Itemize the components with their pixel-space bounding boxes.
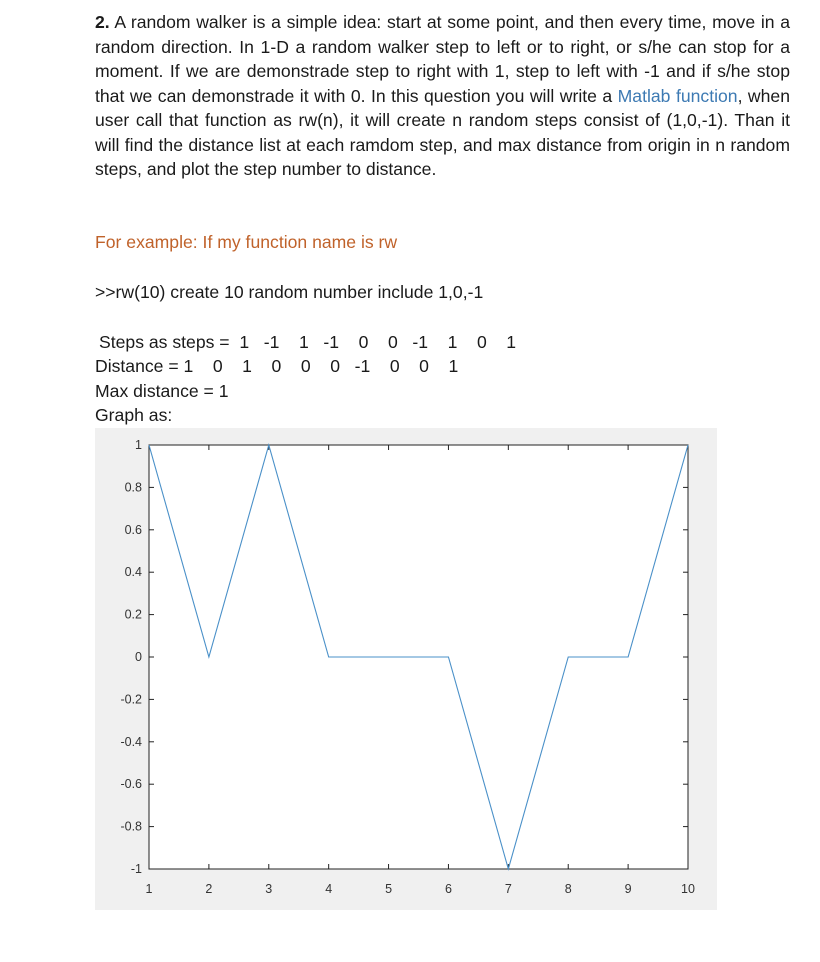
y-tick-label: 0.8 (124, 480, 142, 495)
steps-line: Steps as steps = 1 -1 1 -1 0 0 -1 1 0 1 (99, 332, 517, 352)
x-tick-label: 6 (444, 882, 452, 896)
x-tick-label: 3 (265, 882, 273, 896)
x-tick-label: 7 (504, 882, 512, 896)
y-tick-label: 0.4 (124, 565, 142, 580)
y-tick-label: 1 (135, 438, 142, 452)
question-text-part2: , when user call that function as rw(n), it will create n random steps consist of (1,0,-1). Than it will find the distance list at each ramdom step, and max distance from origin in n random steps, and plot the step number to distance. (95, 85, 790, 179)
y-tick-label: -0.8 (120, 819, 142, 834)
y-tick-label: 0 (135, 650, 142, 664)
y-tick-label: -0.4 (120, 734, 142, 749)
y-tick-label: -1 (130, 862, 142, 876)
x-tick-label: 1 (145, 882, 153, 896)
y-tick-label: 0.2 (124, 607, 142, 622)
question-number: 2. (95, 12, 110, 32)
x-tick-label: 9 (624, 882, 632, 896)
x-tick-label: 5 (385, 882, 393, 896)
x-tick-label: 8 (564, 882, 572, 896)
distance-line: Distance = 1 0 1 0 0 0 -1 0 0 1 (95, 356, 459, 376)
matlab-function-link[interactable]: Matlab function (617, 85, 738, 106)
question-text-part1: A random walker is a simple idea: start at some point, and then every time, move in a random direction. In 1-D a random walker step to left or to right, or s/he can stop for a moment. If we are demonstrade step to right with 1, step to left with -1 and if s/he stop that we can demonstrade it with 0. In this question you will write a (95, 12, 790, 106)
y-tick-label: -0.6 (120, 777, 142, 792)
y-tick-label: 0.6 (124, 522, 142, 537)
x-tick-label: 10 (681, 882, 695, 896)
command-line: >>rw(10) create 10 random number include 1,0,-1 (95, 282, 484, 302)
graph-label: Graph as: (95, 405, 173, 425)
example-heading: For example: If my function name is rw (95, 232, 398, 252)
x-tick-label: 2 (205, 882, 213, 896)
max-distance-line: Max distance = 1 (95, 381, 229, 401)
x-tick-label: 4 (325, 882, 333, 896)
y-tick-label: -0.2 (120, 692, 142, 707)
